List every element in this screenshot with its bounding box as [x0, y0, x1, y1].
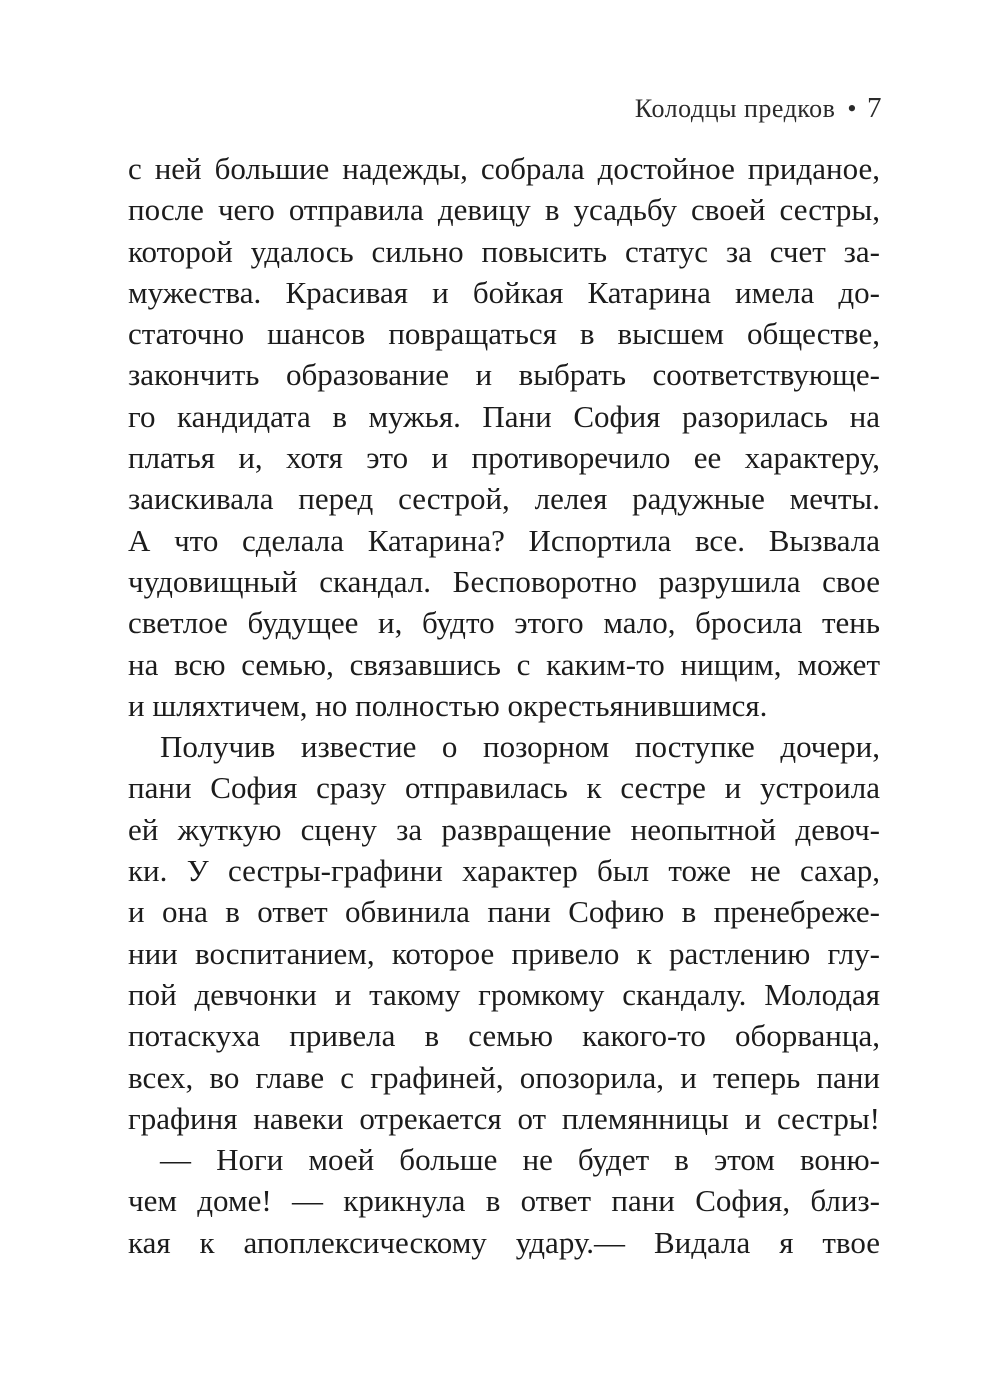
text-line: графиня навеки отрекается от племянницы и сестры!: [128, 1100, 880, 1136]
text-line: чем доме! — крикнула в ответ пани София, близ-: [128, 1183, 880, 1219]
page-number: 7: [867, 92, 882, 124]
text-line: пани София сразу отправилась к сестре и устроила: [128, 770, 880, 806]
text-line: закончить образование и выбрать соответствующе-: [128, 357, 880, 393]
text-line: платья и, хотя это и противоречило ее характеру,: [128, 440, 880, 476]
text-line: и шляхтичем, но полностью окрестьянившимся.: [128, 687, 768, 723]
text-line: заискивала перед сестрой, лелея радужные мечты.: [128, 481, 880, 517]
text-line: светлое будущее и, будто этого мало, бросила тень: [128, 605, 880, 641]
text-line: А что сделала Катарина? Испортила все. Вызвала: [128, 522, 880, 558]
body-text: [128, 148, 880, 1263]
text-line: ки. У сестры-графини характер был тоже не сахар,: [128, 853, 880, 889]
header-separator: •: [847, 94, 857, 123]
text-line: го кандидата в мужья. Пани София разорилась на: [128, 398, 880, 434]
text-line: чудовищный скандал. Бесповоротно разрушила свое: [128, 563, 880, 599]
text-line: статочно шансов повращаться в высшем обществе,: [128, 316, 880, 352]
text-line: пой девчонки и такому громкому скандалу. Молодая: [128, 976, 880, 1012]
text-line: кая к апоплексическому удару.— Видала я твое: [128, 1224, 880, 1260]
text-line: потаскуха привела в семью какого-то оборванца,: [128, 1018, 880, 1054]
text-line: на всю семью, связавшись с каким-то нищим, может: [128, 646, 880, 682]
text-line: Получив известие о позорном поступке дочери,: [160, 729, 880, 765]
paragraph-2: [128, 726, 880, 1139]
text-line: всех, во главе с графиней, опозорила, и теперь пани: [128, 1059, 880, 1095]
paragraph-1: [128, 148, 880, 726]
paragraph-3: [128, 1139, 880, 1263]
text-line: которой удалось сильно повысить статус за счет за-: [128, 233, 880, 269]
text-line: и она в ответ обвинила пани Софию в пренебреже-: [128, 894, 880, 930]
text-line: мужества. Красивая и бойкая Катарина имела до-: [128, 274, 880, 310]
text-line: после чего отправила девицу в усадьбу своей сестры,: [128, 192, 880, 228]
book-title: Колодцы предков: [634, 94, 836, 123]
text-line: ей жуткую сцену за развращение неопытной девоч-: [128, 811, 880, 847]
text-line: с ней большие надежды, собрала достойное приданое,: [128, 151, 880, 186]
text-line: нии воспитанием, которое привело к растлению глу-: [128, 935, 880, 971]
running-header: [635, 92, 882, 125]
text-line: — Ноги моей больше не будет в этом воню-: [160, 1142, 880, 1178]
